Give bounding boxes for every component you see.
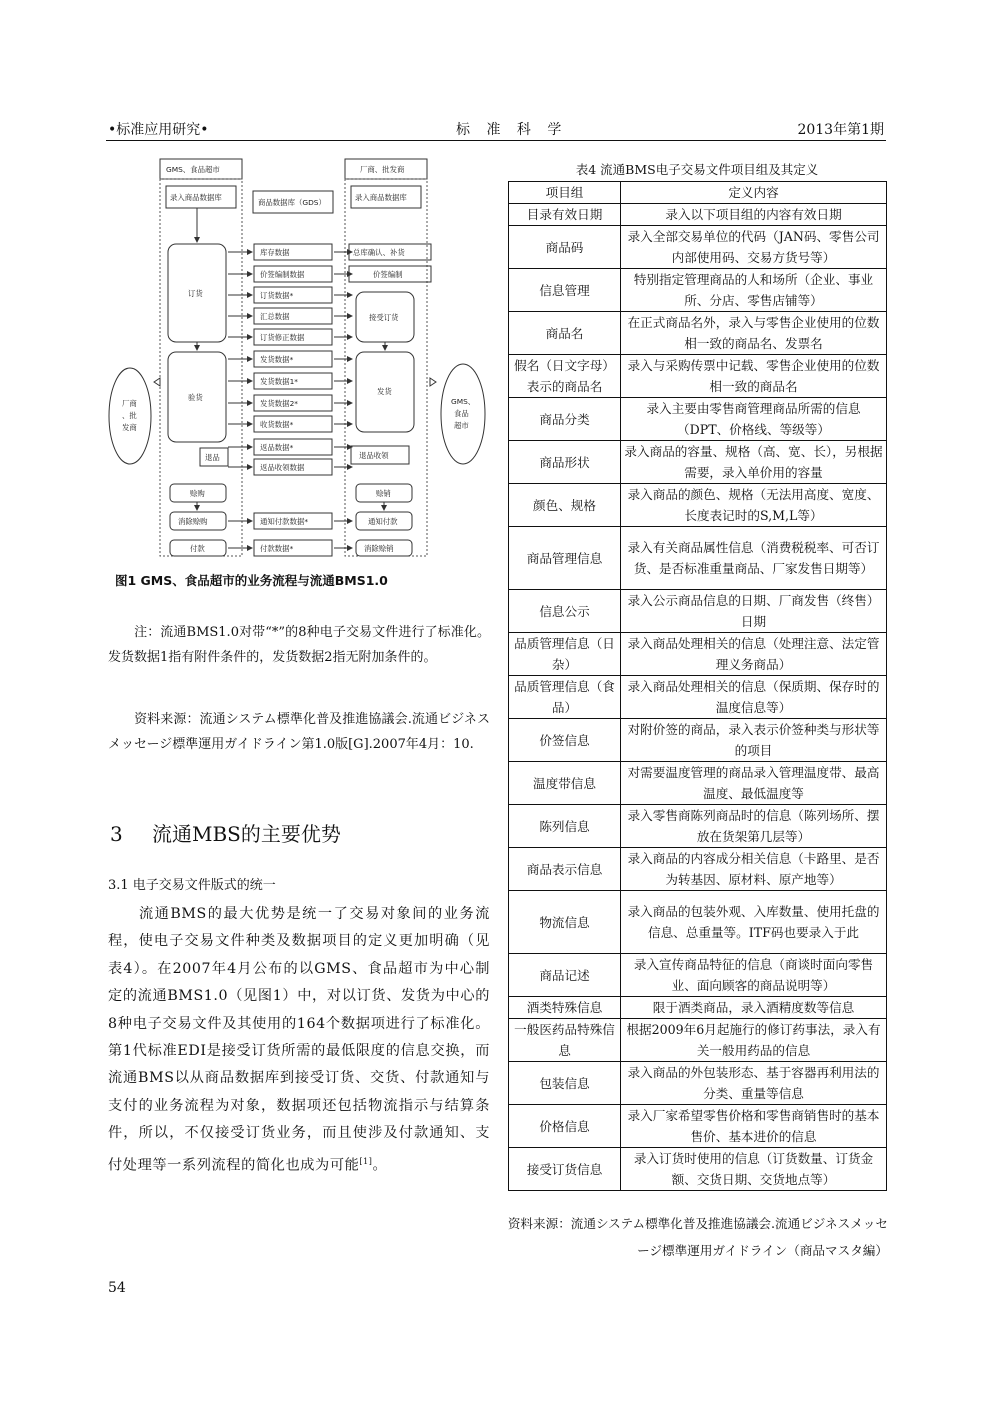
oval-retailer-l3: 超市 [454, 421, 469, 430]
oval-supplier-l1: 厂商 [122, 399, 137, 408]
table-cell-definition: 录入公示商品信息的日期、厂商发售（终售）日期 [621, 590, 887, 633]
table-cell-group: 目录有效日期 [509, 204, 621, 226]
body-paragraph [108, 901, 490, 1180]
table-cell-group: 接受订货信息 [509, 1148, 621, 1191]
table-cell-definition: 特别指定管理商品的人和场所（企业、事业所、分店、零售店铺等） [621, 269, 887, 312]
left-block-payment-label: 付款 [190, 544, 205, 553]
lane-right [345, 179, 427, 556]
message-label: 付款数据* [260, 544, 294, 553]
left-db-label: 录入商品数据库 [170, 193, 222, 202]
lane-left [160, 179, 242, 556]
table-cell-group: 假名（日文字母）表示的商品名 [509, 355, 621, 398]
left-block-order-label: 订货 [188, 289, 203, 298]
table-cell-group: 价格信息 [509, 1105, 621, 1148]
table-row [509, 1148, 887, 1191]
table-row [509, 1105, 887, 1148]
table-cell-definition: 录入商品的内容成分相关信息（卡路里、是否为转基因、原材料、原产地等） [621, 848, 887, 891]
body-text: 流通BMS的最大优势是统一了交易对象间的业务流程，使电子交易文件种类及数据项目的定义更加明确（见表4）。在2007年4月公布的以GMS、食品超市为中心制定的流通BMS1.0（见图1）中，对以订货、发货为中心的8种电子交易文件及其使用的164个数据项进行了标准化。第1代标准EDI是接受订货所需的最低限度的信息交换，而流通BMS以从商品数据库到接受订货、交货、付款通知与支付的业务流程为对象，数据项还包括物流指示与结算条件，所以，不仅接受订货业务，而且使涉及付款通知、支付处理等一系列流程的简化也成为可能 [108, 906, 490, 1174]
left-block-clear-credit-buy-label: 消除赊购 [178, 517, 208, 526]
definition-table [508, 181, 887, 1191]
oval-supplier-l3: 发商 [122, 423, 137, 432]
table-cell-group: 商品表示信息 [509, 848, 621, 891]
running-header-journal: 标 准 科 学 [456, 122, 568, 138]
section-heading [110, 818, 341, 847]
right-msg-0: 总库确认、补货 [353, 248, 405, 257]
table-cell-group: 陈列信息 [509, 805, 621, 848]
table-cell-definition: 在正式商品名外，录入与零售企业使用的位数相一致的商品名、发票名 [621, 312, 887, 355]
table-cell-group: 酒类特殊信息 [509, 997, 621, 1019]
message-label: 汇总数据 [260, 312, 290, 321]
table-cell-group: 颜色、规格 [509, 484, 621, 527]
figure-1-flow-diagram [108, 156, 490, 566]
table-header-definition: 定义内容 [621, 182, 887, 204]
table-cell-definition: 录入商品处理相关的信息（保质期、保存时的温度信息等） [621, 676, 887, 719]
subsection-heading: 3.1 电子交易文件版式的统一 [108, 878, 276, 893]
table-cell-group: 品质管理信息（日杂） [509, 633, 621, 676]
lane-title-left: GMS、食品超市 [166, 165, 220, 174]
message-label: 发货数据1* [260, 377, 298, 386]
table-row [509, 312, 887, 355]
message-label: 订货修正数据 [260, 333, 305, 342]
lane-title-right: 厂商、批发商 [360, 165, 405, 174]
oval-retailer-l1: GMS、 [451, 397, 476, 406]
header-rule [106, 140, 886, 141]
table-cell-definition: 录入以下项目组的内容有效日期 [621, 204, 887, 226]
right-db-label: 录入商品数据库 [355, 193, 407, 202]
table-row [509, 1019, 887, 1062]
table-cell-definition: 录入全部交易单位的代码（JAN码、零售公司内部使用码、交易方货号等） [621, 226, 887, 269]
table-row [509, 355, 887, 398]
table-cell-definition: 对附价签的商品，录入表示价签种类与形状等的项目 [621, 719, 887, 762]
table-cell-definition: 录入零售商陈列商品时的信息（陈列场所、摆放在货架第几层等） [621, 805, 887, 848]
table-cell-group: 物流信息 [509, 891, 621, 954]
message-label: 库存数据 [260, 248, 290, 257]
flow-diagram-svg [108, 156, 490, 566]
table-cell-definition: 录入主要由零售商管理商品所需的信息（DPT、价格线、等级等） [621, 398, 887, 441]
center-db-label: 商品数据库（GDS） [258, 198, 326, 207]
table-row [509, 398, 887, 441]
message-label: 收货数据* [260, 420, 294, 429]
right-block-accept-order-label: 接受订货 [369, 313, 399, 322]
section-title: 流通MBS的主要优势 [152, 822, 341, 846]
table-cell-definition: 录入厂家希望零售价格和零售商销售时的基本售价、基本进价的信息 [621, 1105, 887, 1148]
table-cell-group: 商品码 [509, 226, 621, 269]
table-cell-group: 包装信息 [509, 1062, 621, 1105]
table-cell-definition: 录入订货时使用的信息（订货数量、订货金额、交货日期、交货地点等） [621, 1148, 887, 1191]
table-row [509, 226, 887, 269]
page-number: 54 [108, 1280, 126, 1296]
table-cell-group: 一般医药品特殊信息 [509, 1019, 621, 1062]
right-msg-1: 价签编制 [373, 270, 403, 279]
message-label: 发货数据2* [260, 399, 298, 408]
table-cell-definition: 录入宣传商品特征的信息（商谈时面向零售业、面向顾客的商品说明等） [621, 954, 887, 997]
table-row [509, 633, 887, 676]
table-cell-definition: 录入商品的容量、规格（高、宽、长），另根据需要，录入单价用的容量 [621, 441, 887, 484]
right-block-credit-sale-label: 赊销 [376, 489, 391, 498]
left-block-inspect-label: 验货 [188, 393, 203, 402]
table-cell-group: 信息公示 [509, 590, 621, 633]
message-label: 订货数据* [260, 291, 294, 300]
table-header-row [509, 182, 887, 204]
table-row [509, 1062, 887, 1105]
table-cell-definition: 录入商品的包装外观、入库数量、使用托盘的信息、总重量等。ITF码也要录入于此 [621, 891, 887, 954]
table-cell-definition: 录入商品处理相关的信息（处理注意、法定管理义务商品） [621, 633, 887, 676]
table-row [509, 891, 887, 954]
figure-caption: 图1 GMS、食品超市的业务流程与流通BMS1.0 [115, 573, 388, 588]
arrow-to-supplier [154, 378, 160, 386]
table-cell-definition: 对需要温度管理的商品录入管理温度带、最高温度、最低温度等 [621, 762, 887, 805]
arrow-to-retailer [430, 378, 436, 386]
message-label: 发货数据* [260, 355, 294, 364]
table-row [509, 762, 887, 805]
figure-source [108, 707, 490, 757]
oval-supplier-l2: 、批 [122, 411, 137, 420]
right-block-payment-notice-label: 通知付款 [368, 517, 398, 526]
table-cell-definition: 限于酒类商品，录入酒精度数等信息 [621, 997, 887, 1019]
right-block-ship-label: 发货 [377, 387, 392, 396]
table-row [509, 676, 887, 719]
oval-retailer-l2: 食品 [454, 409, 469, 418]
table-row [509, 204, 887, 226]
table-cell-definition: 录入与采购传票中记载、零售企业使用的位数相一致的商品名 [621, 355, 887, 398]
message-rows [228, 244, 352, 556]
message-label: 返品收领数据 [260, 463, 305, 472]
figure-note [108, 620, 490, 670]
message-label: 返品数据* [260, 443, 294, 452]
left-block-return-label: 退品 [205, 453, 220, 462]
table-row [509, 954, 887, 997]
table-row [509, 269, 887, 312]
left-block-credit-buy-label: 赊购 [190, 489, 205, 498]
table-row [509, 805, 887, 848]
table-row [509, 484, 887, 527]
table-source: 资料来源：流通システム標準化普及推進協議会.流通ビジネスメッセージ標準運用ガイドライン（商品マスタ編） [507, 1216, 888, 1258]
message-label: 价签编制数据 [260, 270, 305, 279]
table-row [509, 590, 887, 633]
table-title: 表4 流通BMS电子交易文件项目组及其定义 [575, 162, 819, 177]
table-cell-group: 价签信息 [509, 719, 621, 762]
table-body [509, 204, 887, 1191]
table-row [509, 848, 887, 891]
body-end: 。 [372, 1157, 388, 1174]
table-cell-definition: 录入有关商品属性信息（消费税税率、可否订货、是否标准重量商品、厂家发售日期等） [621, 527, 887, 590]
figure-source-text: 资料来源：流通システム標準化普及推進協議会.流通ビジネスメッセージ標準運用ガイドライン第1.0版[G].2007年4月：10. [108, 712, 490, 752]
table-cell-group: 商品管理信息 [509, 527, 621, 590]
table-cell-definition: 根据2009年6月起施行的修订药事法，录入有关一般用药品的信息 [621, 1019, 887, 1062]
table-cell-group: 品质管理信息（食品） [509, 676, 621, 719]
table-row [509, 719, 887, 762]
table-cell-group: 信息管理 [509, 269, 621, 312]
table-cell-group: 商品形状 [509, 441, 621, 484]
running-header-section: •标准应用研究• [108, 122, 209, 138]
section-number: 3 [110, 822, 123, 846]
right-block-return-receive-label: 退品收领 [359, 451, 389, 460]
table-cell-group: 商品记述 [509, 954, 621, 997]
table-row [509, 441, 887, 484]
table-row [509, 997, 887, 1019]
table-cell-definition: 录入商品的外包装形态、基于容器再利用法的分类、重量等信息 [621, 1062, 887, 1105]
table-cell-group: 商品名 [509, 312, 621, 355]
citation-ref[interactable]: [1] [359, 1156, 373, 1166]
table-cell-group: 温度带信息 [509, 762, 621, 805]
table-header-group: 项目组 [509, 182, 621, 204]
table-cell-group: 商品分类 [509, 398, 621, 441]
message-label: 通知付款数据* [260, 517, 309, 526]
table-row [509, 527, 887, 590]
right-block-clear-credit-sale-label: 消除赊销 [364, 544, 394, 553]
figure-note-text: 注：流通BMS1.0对带“*”的8种电子交易文件进行了标准化。发货数据1指有附件条件的，发货数据2指无附加条件的。 [108, 625, 490, 665]
running-header-issue: 2013年第1期 [797, 122, 884, 138]
table-cell-definition: 录入商品的颜色、规格（无法用高度、宽度、长度表记时的S,M,L等） [621, 484, 887, 527]
